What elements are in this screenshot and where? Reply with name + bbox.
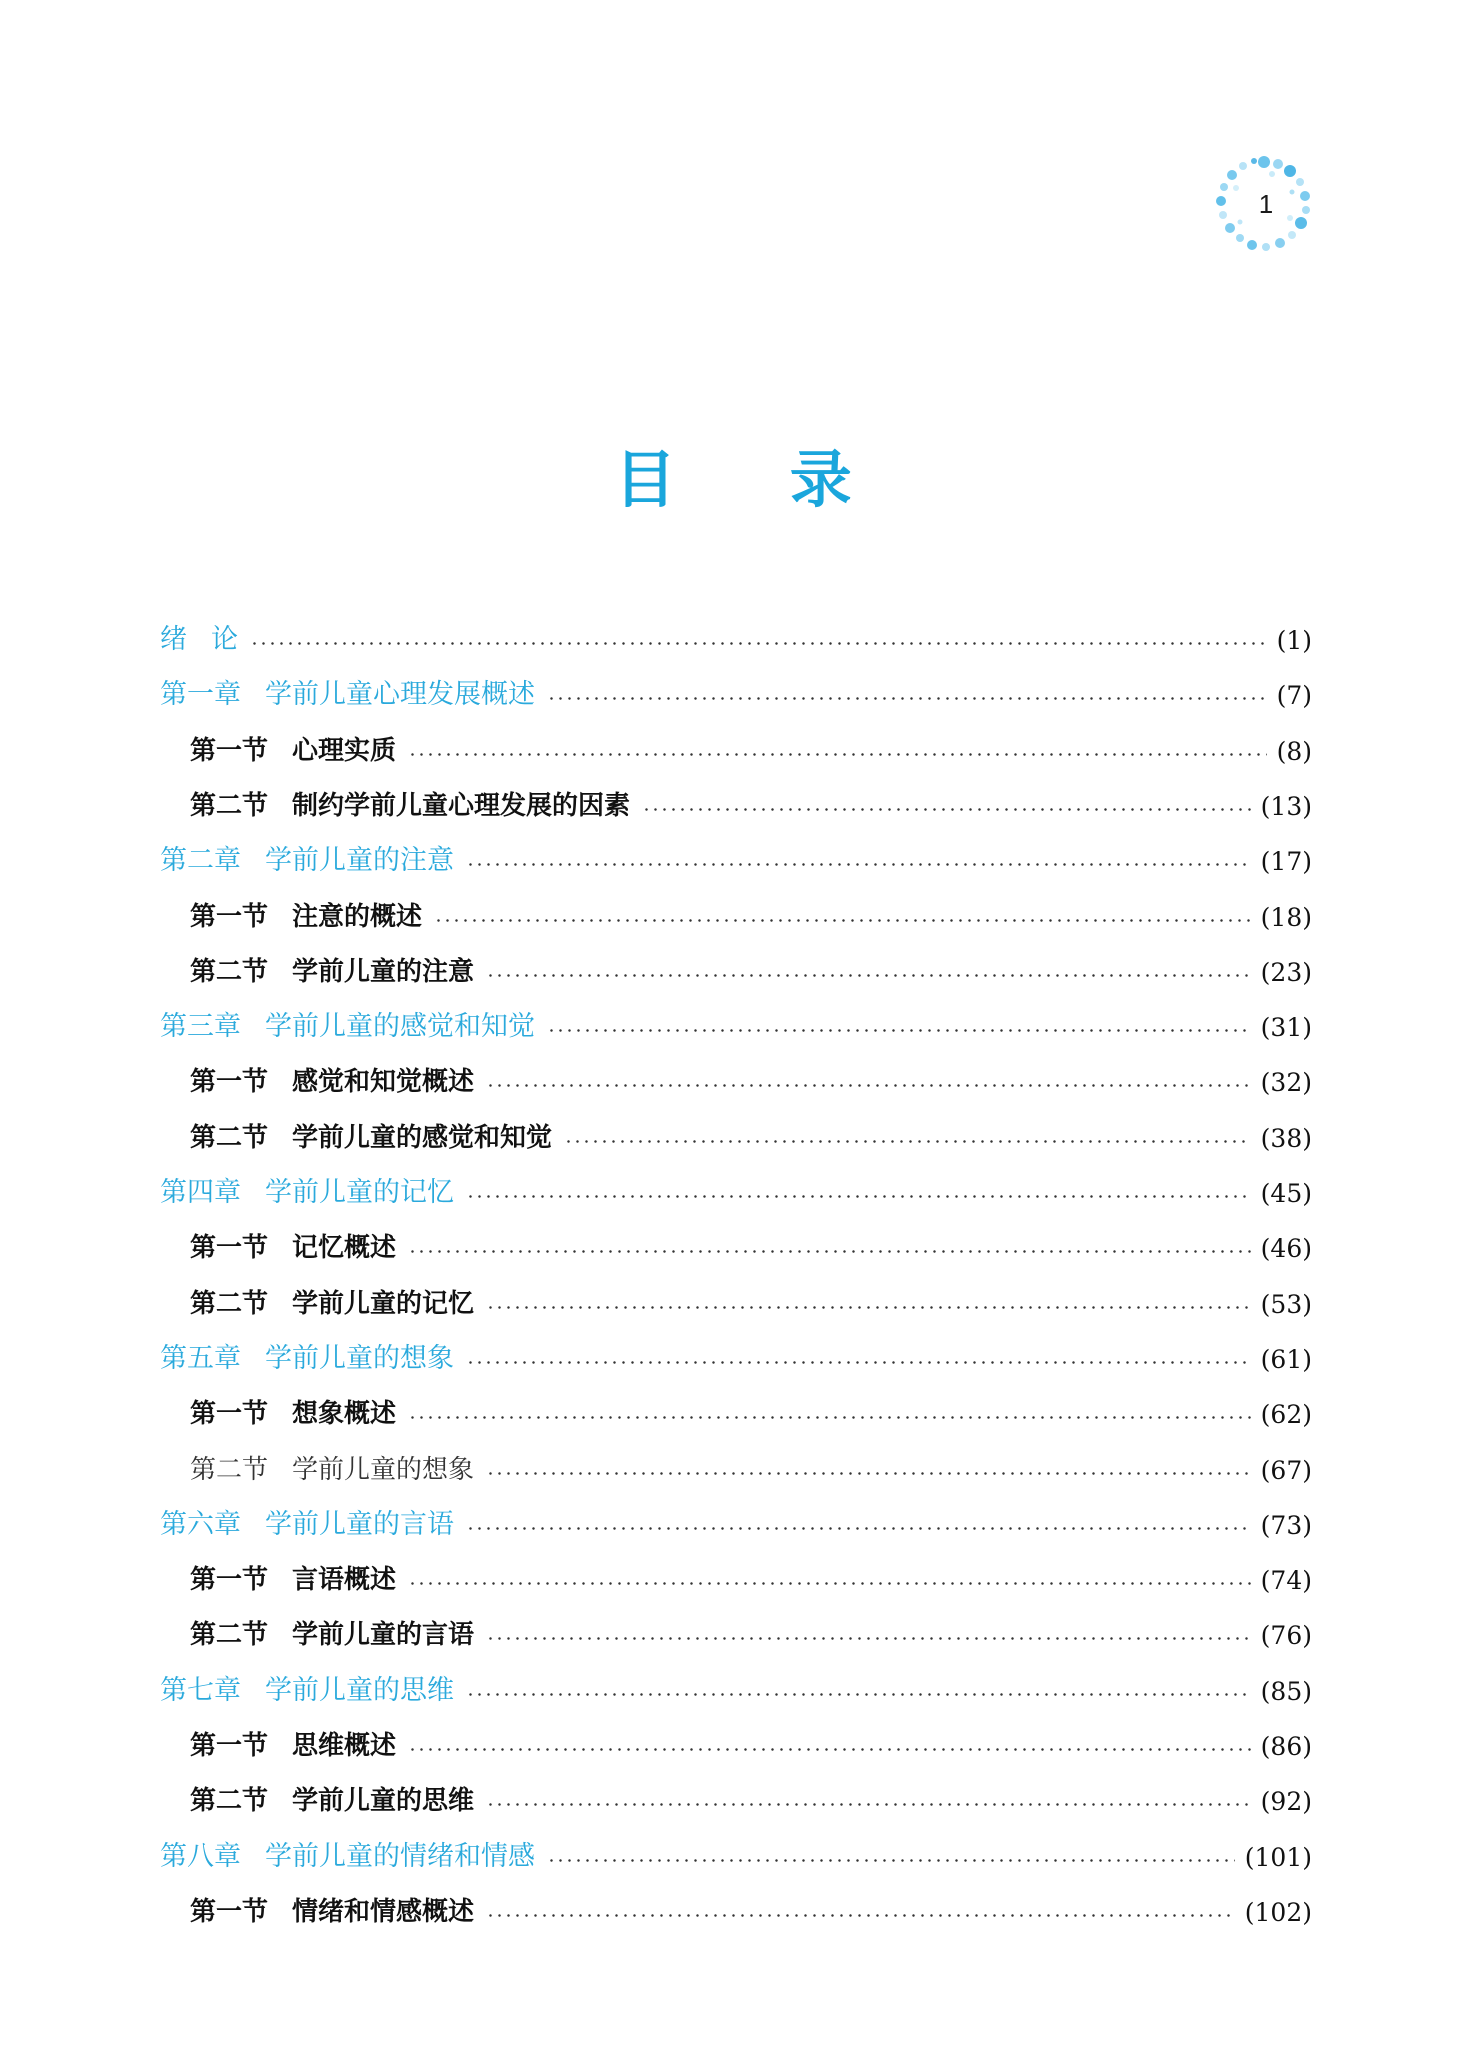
toc-entry-heading [190,1062,474,1102]
dot-leader [486,1084,1251,1087]
toc-entry-title: 想象概述 [292,1399,397,1429]
dot-leader [486,1803,1251,1806]
toc-section-entry[interactable] [190,1892,1312,1932]
toc-entry-heading [190,1615,474,1655]
toc-entry-title: 言语概述 [292,1565,397,1595]
toc-entry-heading [190,1394,396,1434]
toc-entry-title: 学前儿童的记忆 [265,1177,454,1208]
toc-entry-number: 第一节 [190,1897,269,1927]
toc-entry-title: 学前儿童的想象 [292,1455,475,1485]
toc-page-number: (85) [1260,1676,1312,1706]
toc-page-number: (53) [1260,1289,1312,1319]
toc-entry-number: 第一节 [190,1565,269,1595]
toc-page-number: (7) [1276,680,1312,710]
toc-entry-title: 学前儿童的思维 [265,1675,454,1706]
toc-page-number: (18) [1260,902,1312,932]
toc-entry-heading [190,1560,396,1600]
toc-entry-heading [190,952,474,992]
dot-leader [250,642,1267,645]
dot-leader [486,974,1251,977]
toc-page-number: (31) [1260,1012,1312,1042]
dot-leader [434,919,1251,922]
toc-entry-number: 第一节 [190,736,269,766]
toc-page-number: (92) [1260,1786,1312,1816]
toc-page-number: (67) [1260,1455,1312,1485]
toc-page-number: (45) [1260,1178,1312,1208]
dot-leader [466,1527,1251,1530]
toc-entry-heading [160,675,535,715]
toc-chapter-entry[interactable] [160,1671,1312,1711]
toc-entry-number: 第二节 [190,1455,269,1485]
toc-entry-title: 心理实质 [292,736,397,766]
toc-entry-number: 第四章 [160,1177,241,1208]
toc-page-number: (86) [1260,1731,1312,1761]
toc-entry-heading [160,1173,454,1213]
toc-page-number: (1) [1276,625,1312,655]
toc-entry-heading [160,1671,454,1711]
toc-page-number: (61) [1260,1344,1312,1374]
toc-entry-number: 第七章 [160,1675,241,1706]
toc-entry-title: 学前儿童的感觉和知觉 [292,1123,553,1153]
toc-entry-number: 第二节 [190,1620,269,1650]
toc-page-number: (17) [1260,846,1312,876]
page-title: 目 录 [614,443,898,516]
toc-entry-title: 感觉和知觉概述 [292,1067,475,1097]
dot-leader [408,1250,1251,1253]
toc-chapter-entry[interactable] [160,1339,1312,1379]
dot-leader [408,1416,1251,1419]
toc-section-entry[interactable] [190,1726,1312,1766]
toc-section-entry[interactable] [190,731,1312,771]
toc-entry-title: 学前儿童的想象 [265,1343,454,1374]
toc-page-number: (101) [1244,1842,1312,1872]
toc-entry-number: 第二章 [160,845,241,876]
dot-leader [547,1029,1251,1032]
page-number: 1 [1258,188,1274,219]
toc-entry-title: 学前儿童的言语 [265,1509,454,1540]
toc-entry-number: 第一节 [190,1399,269,1429]
toc-entry-heading [160,1505,454,1545]
toc-entry-heading [190,731,396,771]
toc-page-number: (8) [1276,736,1312,766]
dot-leader [486,1914,1235,1917]
toc-chapter-entry[interactable] [160,1007,1312,1047]
toc-entry-number: 第五章 [160,1343,241,1374]
toc-entry-number: 第二节 [190,1289,269,1319]
toc-entry-title: 制约学前儿童心理发展的因素 [292,791,631,821]
toc-page-number: (46) [1260,1233,1312,1263]
toc-entry-heading [160,1837,535,1877]
toc-entry-number: 第一节 [190,1067,269,1097]
toc-section-entry[interactable] [190,1118,1312,1158]
dot-leader [486,1637,1251,1640]
toc-entry-heading [190,786,630,826]
toc-page-number: (32) [1260,1067,1312,1097]
toc-entry-number: 第八章 [160,1841,241,1872]
toc-entry-number: 第一节 [190,902,269,932]
dot-leader [547,1859,1235,1862]
toc-chapter-entry[interactable] [160,841,1312,881]
toc-section-entry[interactable] [190,1560,1312,1600]
toc-entry-heading [160,1339,454,1379]
toc-chapter-entry[interactable] [160,1173,1312,1213]
toc-section-entry[interactable] [190,1062,1312,1102]
toc-entry-heading [190,1781,474,1821]
toc-entry-heading [190,1450,474,1490]
toc-entry-number: 第二节 [190,1786,269,1816]
toc-entry-number: 第二节 [190,1123,269,1153]
toc-entry-number: 第六章 [160,1509,241,1540]
toc-entry-heading [190,1892,474,1932]
toc-entry-number: 第三章 [160,1011,241,1042]
toc-entry-heading [160,620,238,660]
toc-entry-heading [190,897,422,937]
toc-entry-heading [190,1228,396,1268]
toc-page-number: (74) [1260,1565,1312,1595]
toc-entry-title: 学前儿童的感觉和知觉 [265,1011,535,1042]
toc-page-number: (102) [1244,1897,1312,1927]
toc-entry-title: 思维概述 [292,1731,397,1761]
toc-entry-title: 学前儿童的记忆 [292,1289,475,1319]
toc-section-entry[interactable] [190,1781,1312,1821]
toc-intro-entry[interactable] [160,620,1312,660]
dot-leader [486,1306,1251,1309]
dot-leader [408,1748,1251,1751]
toc-entry-title: 学前儿童的言语 [292,1620,475,1650]
toc-entry-number: 第一章 [160,679,241,710]
dot-leader [547,697,1267,700]
toc-entry-heading [190,1118,552,1158]
toc-section-entry[interactable] [190,1394,1312,1434]
toc-entry-title: 记忆概述 [292,1233,397,1263]
toc-entry-number: 绪 [160,624,187,655]
toc-entry-heading [160,841,454,881]
toc-page-number: (23) [1260,957,1312,987]
toc-entry-title: 注意的概述 [292,902,423,932]
toc-entry-number: 第二节 [190,791,269,821]
toc-entry-title: 学前儿童的思维 [292,1786,475,1816]
toc-entry-number: 第二节 [190,957,269,987]
dot-leader [486,1472,1251,1475]
dot-leader [466,1195,1251,1198]
toc-entry-title: 学前儿童的注意 [292,957,475,987]
toc-section-entry[interactable] [190,1284,1312,1324]
toc-entry-title: 学前儿童的注意 [265,845,454,876]
toc-page-number: (62) [1260,1399,1312,1429]
toc-chapter-entry[interactable] [160,1505,1312,1545]
toc-page-number: (38) [1260,1123,1312,1153]
dot-leader [564,1140,1251,1143]
toc-page-number: (13) [1260,791,1312,821]
dot-leader [466,863,1251,866]
dot-leader [408,1582,1251,1585]
dot-leader [408,753,1267,756]
toc-chapter-entry[interactable] [160,1837,1312,1877]
toc-entry-title: 论 [211,624,238,655]
toc-entry-title: 情绪和情感概述 [292,1897,475,1927]
toc-page-number: (73) [1260,1510,1312,1540]
toc-entry-number: 第一节 [190,1233,269,1263]
toc-section-entry[interactable] [190,1228,1312,1268]
toc-entry-title: 学前儿童的情绪和情感 [265,1841,535,1872]
toc-section-entry[interactable] [190,786,1312,826]
toc-entry-heading [160,1007,535,1047]
dot-leader [642,808,1251,811]
toc-section-entry[interactable] [190,897,1312,937]
dot-leader [466,1361,1251,1364]
toc-chapter-entry[interactable] [160,675,1312,715]
toc-entry-number: 第一节 [190,1731,269,1761]
toc-section-entry[interactable] [190,1450,1312,1490]
toc-entry-heading [190,1284,474,1324]
dot-leader [466,1693,1251,1696]
toc-entry-title: 学前儿童心理发展概述 [265,679,535,710]
toc-page-number: (76) [1260,1620,1312,1650]
toc-section-entry[interactable] [190,952,1312,992]
toc-section-entry[interactable] [190,1615,1312,1655]
toc-entry-heading [190,1726,396,1766]
